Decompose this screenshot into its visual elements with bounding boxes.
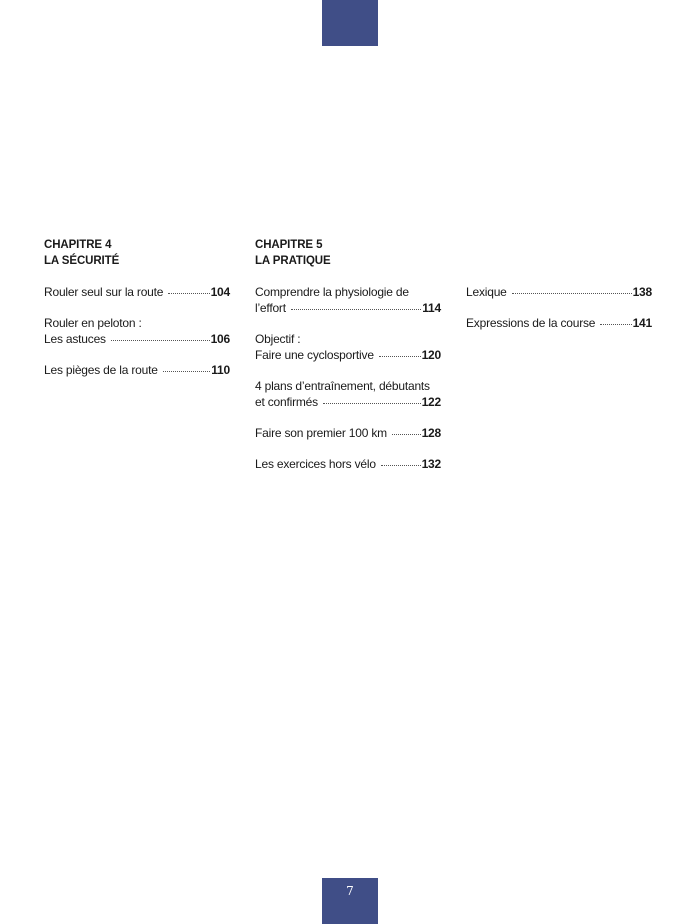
toc-entry-title: Faire son premier 100 km: [255, 426, 387, 440]
dot-leader: [163, 371, 211, 372]
toc-entry[interactable]: [255, 425, 441, 441]
toc-entry-title: Les astuces: [44, 332, 106, 346]
toc-entry-page: 128: [421, 426, 441, 440]
dot-leader: [381, 465, 421, 466]
chapter-heading: [44, 237, 230, 269]
toc-entry-page: 114: [422, 301, 441, 315]
toc-entry-title-line: Rouler en peloton :: [44, 316, 142, 330]
toc-column-chapter-5: [255, 237, 441, 487]
toc-entry-title: Lexique: [466, 285, 507, 299]
dot-leader: [323, 403, 421, 404]
top-tab-marker: [322, 0, 378, 46]
toc-entry-title: Les exercices hors vélo: [255, 457, 376, 471]
toc-entry-title-line: Comprendre la physiologie de: [255, 285, 409, 299]
toc-entry[interactable]: [255, 331, 441, 363]
toc-entry-title: Rouler seul sur la route: [44, 285, 164, 299]
toc-entry[interactable]: [466, 315, 652, 331]
dot-leader: [512, 293, 632, 294]
chapter-heading: [255, 237, 441, 269]
toc-entry-page: 138: [632, 285, 652, 299]
dot-leader: [392, 434, 421, 435]
toc-entry[interactable]: [466, 284, 652, 300]
toc-entry[interactable]: [44, 284, 230, 300]
toc-entry[interactable]: [255, 378, 441, 410]
toc-column-chapter-4: [44, 237, 230, 393]
toc-entry-title-line: 4 plans d’entraînement, débutants: [255, 379, 430, 393]
toc-entry-title: l’effort: [255, 301, 286, 315]
page-number: 7: [346, 884, 354, 898]
toc-column-annexes: [466, 284, 652, 346]
toc-entry-title-line: Objectif :: [255, 332, 301, 346]
toc-entry-title: Faire une cyclosportive: [255, 348, 374, 362]
toc-entry-title: Expressions de la course: [466, 316, 596, 330]
toc-entry-page: 122: [421, 395, 441, 409]
toc-entry-page: 110: [211, 363, 230, 377]
dot-leader: [168, 293, 209, 294]
dot-leader: [291, 309, 421, 310]
toc-entry[interactable]: [255, 284, 441, 316]
dot-leader: [600, 324, 631, 325]
toc-entry-page: 106: [210, 332, 230, 346]
chapter-number: CHAPITRE 4: [44, 239, 112, 251]
chapter-number: CHAPITRE 5: [255, 239, 323, 251]
chapter-title: LA SÉCURITÉ: [44, 255, 120, 267]
toc-entry[interactable]: [44, 362, 230, 378]
toc-entry-page: 120: [421, 348, 441, 362]
toc-entry-title: et confirmés: [255, 395, 318, 409]
toc-entry-page: 104: [210, 285, 230, 299]
chapter-title: LA PRATIQUE: [255, 255, 331, 267]
toc-entry-title: Les pièges de la route: [44, 363, 158, 377]
toc-entry[interactable]: [44, 315, 230, 347]
dot-leader: [379, 356, 421, 357]
toc-entry[interactable]: [255, 456, 441, 472]
toc-entry-page: 141: [632, 316, 652, 330]
dot-leader: [111, 340, 210, 341]
toc-entry-page: 132: [421, 457, 441, 471]
